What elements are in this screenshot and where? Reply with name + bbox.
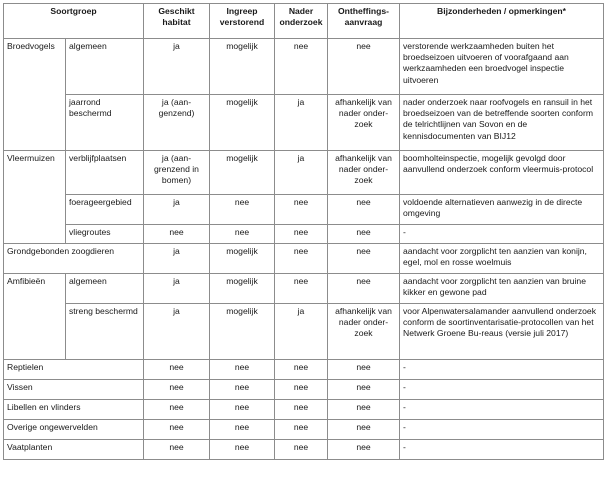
ontheffing-cell: nee [328,380,400,400]
ontheffing-cell: nee [328,360,400,380]
table-row [4,225,604,244]
habitat-cell: nee [144,225,210,244]
ontheffing-cell: afhankelijk van nader onder-zoek [328,151,400,195]
ingreep-cell: nee [210,360,275,380]
opmerking-cell: voldoende alternatieven aanwezig in de directe omgeving [400,195,604,225]
habitat-cell: ja [144,274,210,304]
ingreep-cell: mogelijk [210,151,275,195]
opmerking-cell: aandacht voor zorgplicht ten aanzien van bruine kikker en gewone pad [400,274,604,304]
habitat-cell: ja (aan-grenzend in bomen) [144,151,210,195]
species-table [3,3,604,460]
ontheffing-cell: nee [328,400,400,420]
group-vleermuizen: Vleermuizen [4,151,66,244]
opmerking-cell: boomholteinspectie, mogelijk gevolgd door aanvullend onderzoek conform vleermuis-protocol [400,151,604,195]
habitat-cell: ja [144,244,210,274]
ingreep-cell: nee [210,195,275,225]
habitat-cell: nee [144,380,210,400]
header-bijzonderheden: Bijzonderheden / opmerkingen* [400,4,604,39]
habitat-cell: nee [144,440,210,460]
nader-cell: ja [275,95,328,151]
table-row [4,95,604,151]
ontheffing-cell: nee [328,39,400,95]
header-ingreep-verstorend: Ingreep verstorend [210,4,275,39]
subgroup-cell: algemeen [66,39,144,95]
ingreep-cell: nee [210,420,275,440]
header-geschikt-habitat: Geschikt habitat [144,4,210,39]
table-row [4,151,604,195]
opmerking-cell: aandacht voor zorgplicht ten aanzien van konijn, egel, mol en rosse woelmuis [400,244,604,274]
group-vaatplanten: Vaatplanten [4,440,144,460]
nader-cell: ja [275,304,328,360]
opmerking-cell: voor Alpenwatersalamander aanvullend onderzoek conform de soortinventarisatie-protocollen van het Netwerk Groene Bu-reaus (versie juli 2017) [400,304,604,360]
habitat-cell: ja [144,304,210,360]
opmerking-cell: - [400,380,604,400]
nader-cell: nee [275,274,328,304]
group-libellen-en-vlinders: Libellen en vlinders [4,400,144,420]
subgroup-cell: vliegroutes [66,225,144,244]
nader-cell: nee [275,195,328,225]
nader-cell: nee [275,440,328,460]
nader-cell: nee [275,420,328,440]
ingreep-cell: nee [210,400,275,420]
header-row [4,4,604,39]
nader-cell: nee [275,39,328,95]
habitat-cell: nee [144,420,210,440]
habitat-cell: ja (aan-genzend) [144,95,210,151]
nader-cell: nee [275,244,328,274]
table-row [4,304,604,360]
opmerking-cell: - [400,440,604,460]
opmerking-cell: - [400,400,604,420]
opmerking-cell: - [400,360,604,380]
ontheffing-cell: afhankelijk van nader onder-zoek [328,304,400,360]
ingreep-cell: nee [210,440,275,460]
group-vissen: Vissen [4,380,144,400]
subgroup-cell: verblijfplaatsen [66,151,144,195]
ingreep-cell: nee [210,225,275,244]
table-row [4,440,604,460]
nader-cell: nee [275,225,328,244]
group-grondgebonden-zoogdieren: Grondgebonden zoogdieren [4,244,144,274]
table-row [4,39,604,95]
opmerking-cell: - [400,420,604,440]
opmerking-cell: - [400,225,604,244]
nader-cell: ja [275,151,328,195]
ontheffing-cell: nee [328,225,400,244]
habitat-cell: ja [144,195,210,225]
ingreep-cell: mogelijk [210,244,275,274]
nader-cell: nee [275,360,328,380]
opmerking-cell: nader onderzoek naar roofvogels en ransuil in het broedseizoen van de betreffende soorten conform de telrichtlijnen van Sovon en de kennisdocumenten van BIJ12 [400,95,604,151]
species-table-page [3,3,603,460]
table-row [4,420,604,440]
subgroup-cell: foerageergebied [66,195,144,225]
ontheffing-cell: nee [328,420,400,440]
ontheffing-cell: nee [328,244,400,274]
opmerking-cell: verstorende werkzaamheden buiten het broedseizoen uitvoeren of voorafgaand aan werkzaamheden een broedvogel inspectie uitvoeren [400,39,604,95]
header-ontheffingsaanvraag: Ontheffings-aanvraag [328,4,400,39]
ontheffing-cell: nee [328,195,400,225]
subgroup-cell: streng beschermd [66,304,144,360]
nader-cell: nee [275,400,328,420]
table-row [4,360,604,380]
ontheffing-cell: afhankelijk van nader onder-zoek [328,95,400,151]
ingreep-cell: mogelijk [210,39,275,95]
group-amfibieen: Amfibieën [4,274,66,360]
header-soortgroep: Soortgroep [4,4,144,39]
habitat-cell: nee [144,360,210,380]
table-row [4,274,604,304]
ingreep-cell: mogelijk [210,95,275,151]
habitat-cell: nee [144,400,210,420]
habitat-cell: ja [144,39,210,95]
ontheffing-cell: nee [328,440,400,460]
subgroup-cell: jaarrond beschermd [66,95,144,151]
nader-cell: nee [275,380,328,400]
group-broedvogels: Broedvogels [4,39,66,151]
table-row [4,244,604,274]
ontheffing-cell: nee [328,274,400,304]
ingreep-cell: mogelijk [210,304,275,360]
table-row [4,195,604,225]
ingreep-cell: mogelijk [210,274,275,304]
subgroup-cell: algemeen [66,274,144,304]
header-nader-onderzoek: Nader onderzoek [275,4,328,39]
group-reptielen: Reptielen [4,360,144,380]
table-row [4,400,604,420]
group-overige-ongewervelden: Overige ongewervelden [4,420,144,440]
table-row [4,380,604,400]
ingreep-cell: nee [210,380,275,400]
